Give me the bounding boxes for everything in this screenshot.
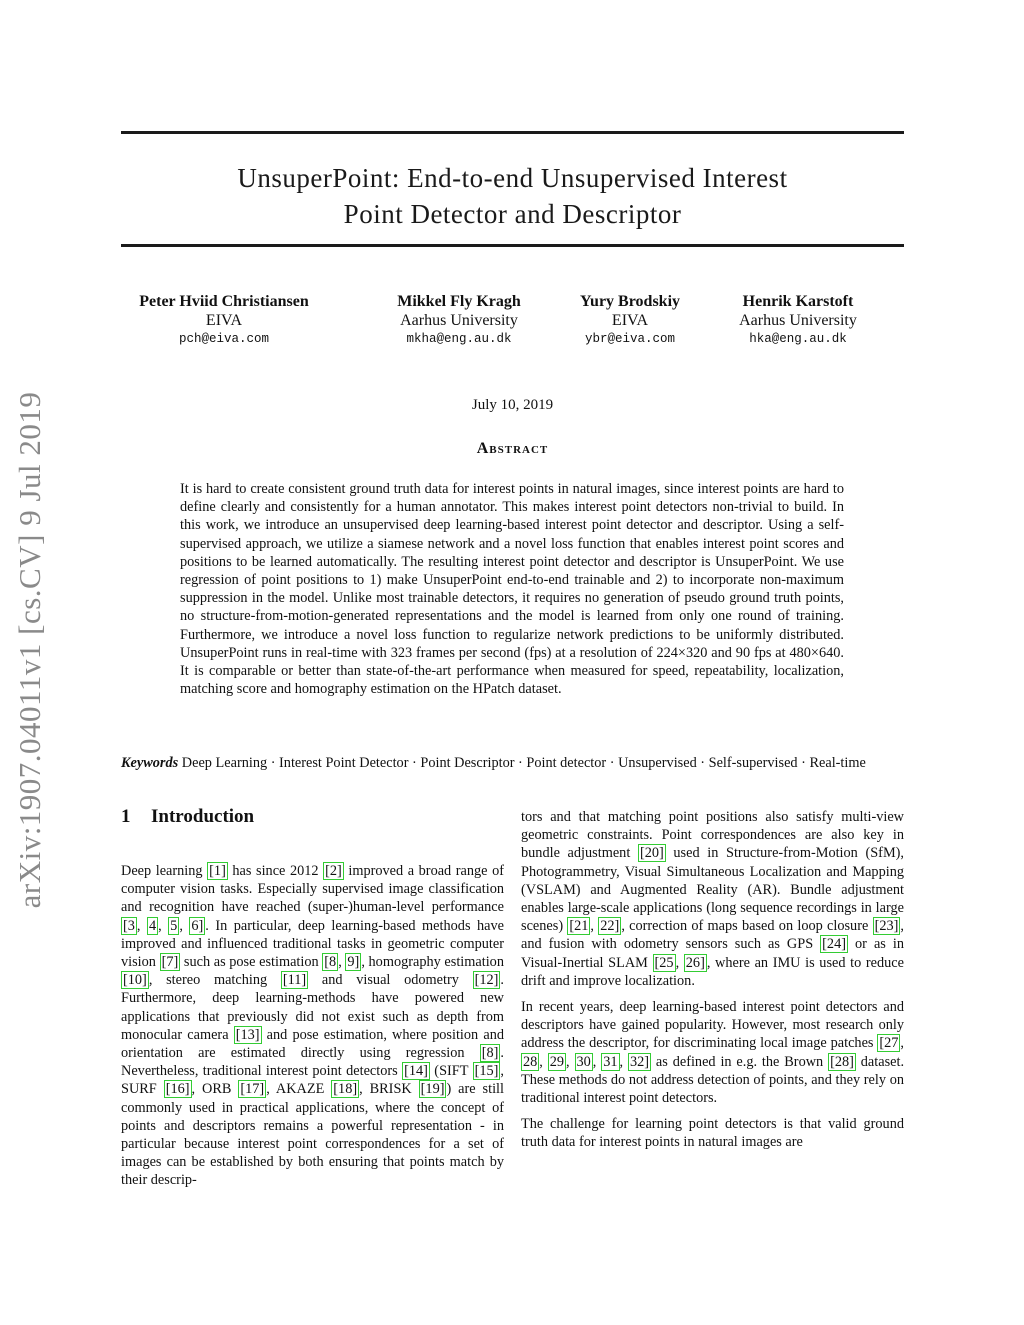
citation-link[interactable]: [12] [474, 972, 499, 989]
citation-link[interactable]: [17] [240, 1081, 265, 1098]
citation-link[interactable]: 6] [191, 917, 204, 934]
author-affiliation: EIVA [611, 312, 649, 329]
author-email: pch@eiva.com [178, 332, 269, 346]
author-1 [124, 292, 324, 349]
abstract-text: It is hard to create consistent ground truth data for interest points in natural images, since interest points are hard to define clearly and consistently for a human annotator. This makes interest point detectors non-trivial to build. In this work, we introduce an unsupervised deep learning-based interest point detector and descriptor. Using a self-supervised approach, we utilize a siamese network and a novel loss function that enables interest point scores and positions to be learned automatically. The resulting interest point detector and descriptor is UnsuperPoint. We use regression of point positions to 1) make UnsuperPoint end-to-end trainable and 2) to incorporate non-maximum suppression in the model. Unlike most trainable detectors, it requires no generation of pseudo ground truth points, no structure-from-motion-generated representations and the model is learned from only one round of training. Furthermore, we introduce a novel loss function to regularize network predictions to be uniformly distributed. UnsuperPoint runs in real-time with 323 frames per second (fps) at a resolution of 224×320 and 90 fps at 480×640. It is comparable or better than state-of-the-art performance when measured for speed, repeatability, localization, matching score and homography estimation on the HPatch dataset. [180, 481, 844, 698]
citation-link[interactable]: [24] [822, 936, 846, 953]
author-email: hka@eng.au.dk [749, 332, 847, 346]
citation-link[interactable]: 26] [685, 954, 705, 971]
section-number: 1 [121, 806, 131, 827]
citation-link[interactable]: 4 [148, 917, 157, 934]
author-email: mkha@eng.au.dk [406, 332, 512, 346]
publication-date: July 10, 2019 [471, 397, 554, 413]
citation-link[interactable]: 29 [549, 1053, 565, 1070]
author-name: Yury Brodskiy [579, 293, 681, 310]
title-rule-bottom [121, 244, 904, 247]
citation-link[interactable]: [16] [165, 1081, 190, 1098]
author-affiliation: EIVA [205, 312, 243, 329]
citation-link[interactable]: [1] [209, 863, 226, 879]
citation-link[interactable]: [23] [874, 918, 899, 935]
citation-link[interactable]: [19] [420, 1081, 445, 1098]
citation-link[interactable]: 32] [630, 1053, 650, 1070]
section-heading [121, 806, 254, 828]
citation-link[interactable]: [21 [569, 918, 589, 935]
author-affiliation: Aarhus University [739, 312, 857, 329]
citation-link[interactable]: [20] [639, 845, 664, 862]
citation-link[interactable]: [7] [161, 954, 179, 971]
arxiv-stamp-text: arXiv:1907.04011v1 [cs.CV] 9 Jul 2019 [12, 391, 47, 909]
intro-left-column [121, 862, 504, 1198]
citation-link[interactable]: [15] [474, 1063, 499, 1080]
citation-link[interactable]: [18] [333, 1081, 358, 1098]
author-name: Peter Hviid Christiansen [139, 293, 309, 310]
author-name: Mikkel Fly Kragh [397, 293, 521, 310]
citation-link[interactable]: [8] [481, 1045, 499, 1062]
citation-link[interactable]: 30 [576, 1053, 591, 1070]
author-email: ybr@eiva.com [584, 332, 675, 346]
intro-right-column [521, 808, 904, 1160]
title-rule-top [121, 131, 904, 134]
citation-link[interactable]: 5 [170, 917, 178, 934]
author-2 [359, 292, 559, 349]
citation-link[interactable]: [8 [324, 954, 337, 971]
arxiv-stamp [0, 370, 60, 930]
paragraph: The challenge for learning point detectors is that valid ground truth data for interest points in natural images are [521, 1116, 904, 1151]
citation-link[interactable]: [28] [830, 1053, 854, 1070]
paragraph: In recent years, deep learning-based interest point detectors and descriptors have gained popularity. However, most research only address the descriptor, for discriminating local image patches [27 , 28 , 29 , 30 , 31 , 32] as defined in e.g. the Brown [28] dataset. These methods do not address detection of points, and they rely on traditional interest point detectors. [521, 999, 905, 1107]
citation-link[interactable]: [2] [325, 863, 342, 879]
citation-link[interactable]: 9] [347, 954, 360, 971]
paragraph: tors and that matching point positions also satisfy multi-view geometric constraints. Point correspondences are also key in bundle adjustment [20] used in Structure-from-Motion (SfM), Photogrammetry, Visual Simultaneous Localization and Mapping (VSLAM) and Augmented Reality (AR). Bundle adjustment enables large-scale applications (long sequence recordings in large scenes) [21 , 22] , correction of maps based on loop closure [23] , and fusion with odometry sensors such as GPS [24] or as in Visual-Inertial SLAM [25 , 26] , where an IMU is used to reduce drift and improve localization. [521, 809, 904, 989]
paper-title-line-2: Point Detector and Descriptor [343, 199, 682, 229]
author-name: Henrik Karstoft [742, 293, 854, 310]
citation-link[interactable]: [13] [235, 1026, 260, 1043]
paragraph: Deep learning [1] has since 2012 [2] improved a broad range of computer vision tasks. Especially supervised image classification and recognition have reached (super-)human-level performance [3 , 4 , 5 , 6] . In particular, deep learning-based methods have improved and influenced traditional tasks in geometric computer vision [7] such as pose estimation [8 , 9] , homography estimation [10] , stereo matching [11] and visual odometry [12] . Furthermore, deep learning-methods have powered new applications that previously did not exist such as depth from monocular camera [13] and pose estimation, where position and orientation are estimated directly using regression [8] . Nevertheless, traditional interest point detectors [14] (SIFT [15] , SURF [16] , ORB [17] , AKAZE [18] , BRISK [19] ) are still commonly used in practical applications, where the concept of points and descriptors remains a powerful representation - in particular because interest point correspondences for a set of images can be established by both ensuring that points match by their descrip- [121, 863, 505, 1189]
citation-link[interactable]: 22] [600, 918, 620, 935]
paper-title-line-1: UnsuperPoint: End-to-end Unsupervised Interest [237, 163, 788, 193]
citation-link[interactable]: [10] [123, 972, 147, 989]
section-title: Introduction [151, 806, 255, 827]
abstract-heading-text: Abstract [476, 440, 549, 457]
author-4 [698, 292, 898, 349]
keywords-label: Keywords [121, 755, 179, 771]
author-affiliation: Aarhus University [400, 312, 518, 329]
citation-link[interactable]: 31 [603, 1053, 618, 1070]
citation-link[interactable]: [27 [879, 1035, 899, 1052]
citation-link[interactable]: [25 [654, 954, 674, 971]
keywords [121, 754, 870, 772]
citation-link[interactable]: 28 [523, 1053, 538, 1070]
abstract-heading [121, 440, 904, 458]
citation-link[interactable]: [14] [404, 1063, 428, 1080]
citation-link[interactable]: [3 [123, 917, 135, 934]
keywords-text: Deep Learning · Interest Point Detector · Point Descriptor · Point detector · Unsupervised · Self-supervised · Real-time [181, 755, 866, 771]
citation-link[interactable]: [11] [282, 972, 307, 989]
